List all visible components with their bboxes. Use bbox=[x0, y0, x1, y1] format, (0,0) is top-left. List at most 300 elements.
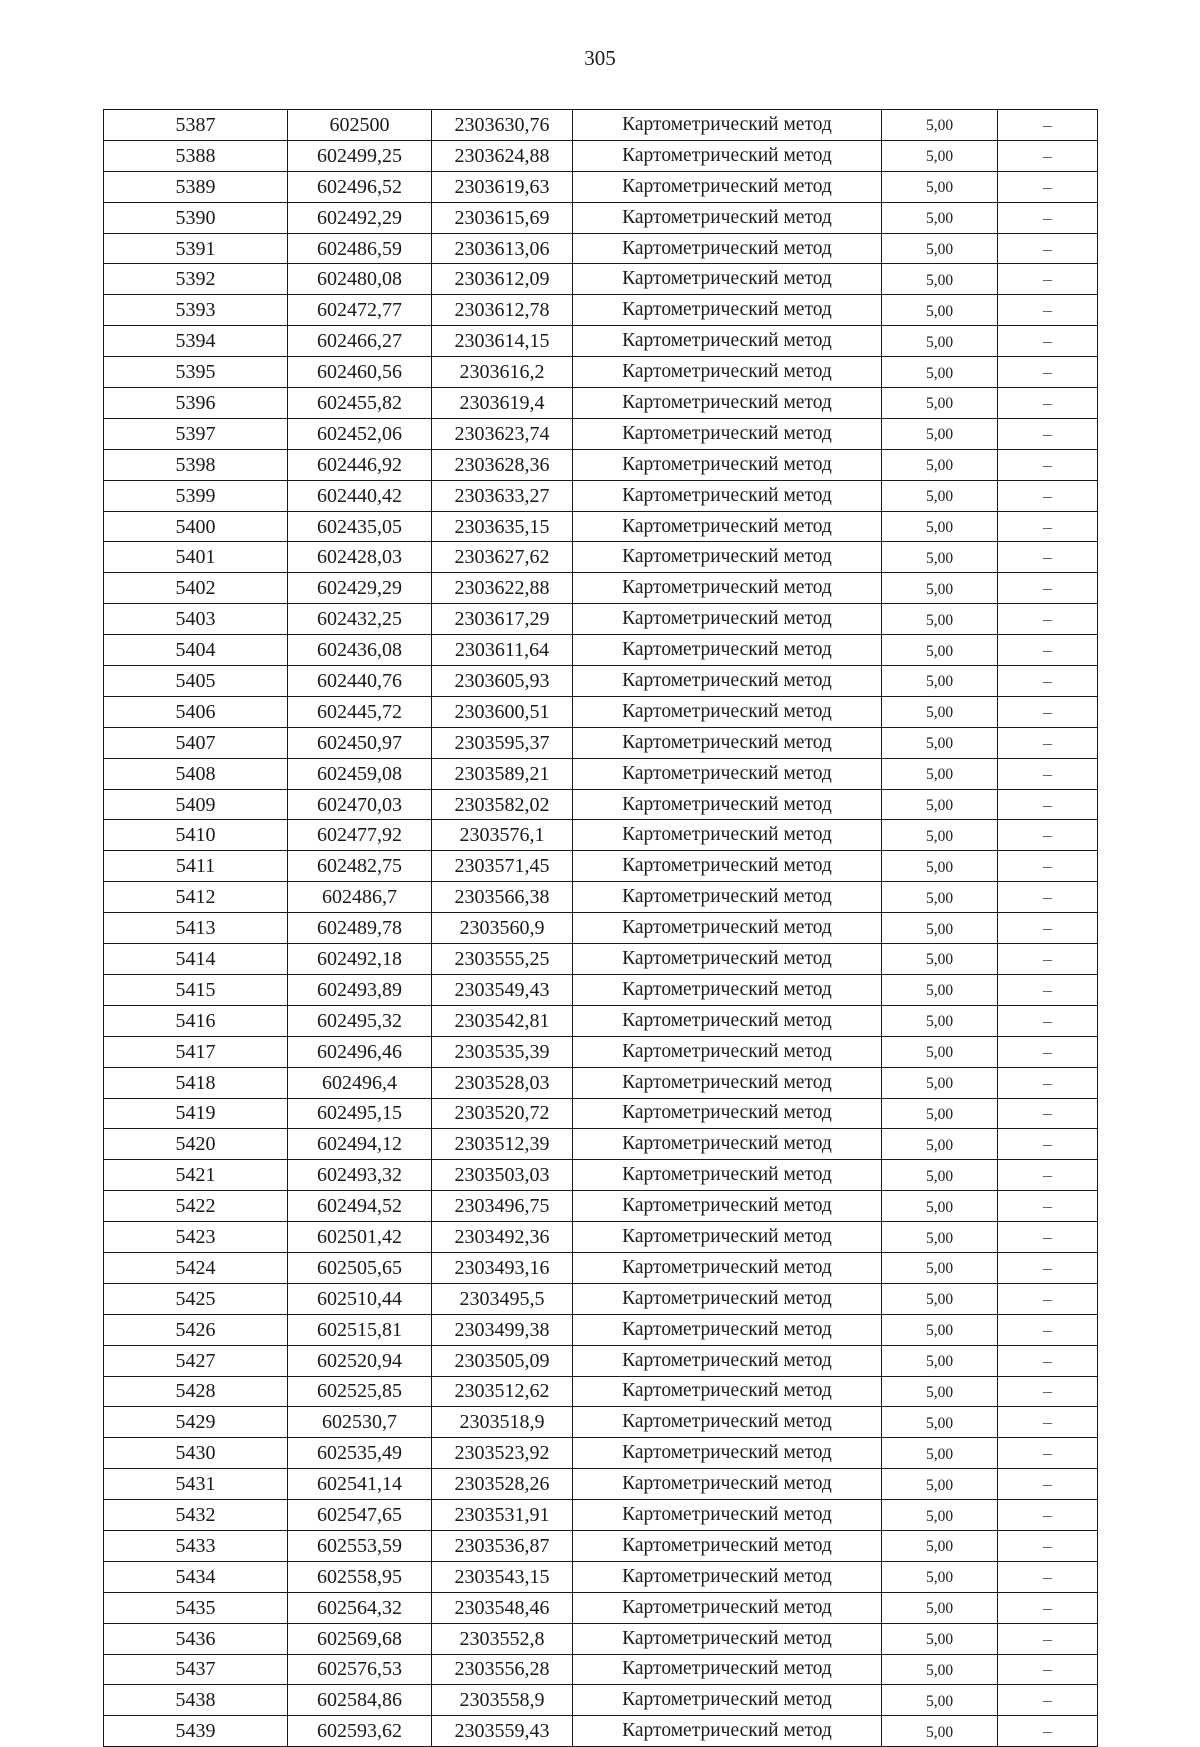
x-coordinate-cell: 602564,32 bbox=[288, 1592, 432, 1623]
point-number-cell: 5400 bbox=[104, 511, 288, 542]
accuracy-cell: 5,00 bbox=[882, 913, 998, 944]
method-cell: Картометрический метод bbox=[573, 1005, 882, 1036]
accuracy-cell: 5,00 bbox=[882, 1561, 998, 1592]
method-cell: Картометрический метод bbox=[573, 1623, 882, 1654]
y-coordinate-cell: 2303528,03 bbox=[432, 1067, 573, 1098]
note-cell: – bbox=[998, 202, 1098, 233]
accuracy-cell: 5,00 bbox=[882, 820, 998, 851]
accuracy-cell: 5,00 bbox=[882, 666, 998, 697]
note-cell: – bbox=[998, 1067, 1098, 1098]
point-number-cell: 5438 bbox=[104, 1685, 288, 1716]
table-row bbox=[104, 326, 1098, 357]
x-coordinate-cell: 602445,72 bbox=[288, 696, 432, 727]
y-coordinate-cell: 2303512,62 bbox=[432, 1376, 573, 1407]
point-number-cell: 5398 bbox=[104, 449, 288, 480]
note-cell: – bbox=[998, 1530, 1098, 1561]
point-number-cell: 5423 bbox=[104, 1222, 288, 1253]
y-coordinate-cell: 2303600,51 bbox=[432, 696, 573, 727]
accuracy-cell: 5,00 bbox=[882, 295, 998, 326]
table-row bbox=[104, 1654, 1098, 1685]
method-cell: Картометрический метод bbox=[573, 326, 882, 357]
note-cell: – bbox=[998, 1252, 1098, 1283]
y-coordinate-cell: 2303520,72 bbox=[432, 1098, 573, 1129]
method-cell: Картометрический метод bbox=[573, 449, 882, 480]
x-coordinate-cell: 602486,7 bbox=[288, 882, 432, 913]
accuracy-cell: 5,00 bbox=[882, 1592, 998, 1623]
y-coordinate-cell: 2303548,46 bbox=[432, 1592, 573, 1623]
y-coordinate-cell: 2303492,36 bbox=[432, 1222, 573, 1253]
x-coordinate-cell: 602470,03 bbox=[288, 789, 432, 820]
accuracy-cell: 5,00 bbox=[882, 696, 998, 727]
x-coordinate-cell: 602496,4 bbox=[288, 1067, 432, 1098]
x-coordinate-cell: 602459,08 bbox=[288, 758, 432, 789]
method-cell: Картометрический метод bbox=[573, 1036, 882, 1067]
x-coordinate-cell: 602510,44 bbox=[288, 1283, 432, 1314]
y-coordinate-cell: 2303542,81 bbox=[432, 1005, 573, 1036]
note-cell: – bbox=[998, 357, 1098, 388]
x-coordinate-cell: 602482,75 bbox=[288, 851, 432, 882]
table-row bbox=[104, 140, 1098, 171]
table-row bbox=[104, 1067, 1098, 1098]
accuracy-cell: 5,00 bbox=[882, 1314, 998, 1345]
method-cell: Картометрический метод bbox=[573, 573, 882, 604]
accuracy-cell: 5,00 bbox=[882, 635, 998, 666]
x-coordinate-cell: 602499,25 bbox=[288, 140, 432, 171]
table-row bbox=[104, 1036, 1098, 1067]
table-row bbox=[104, 635, 1098, 666]
table-row bbox=[104, 233, 1098, 264]
point-number-cell: 5393 bbox=[104, 295, 288, 326]
table-row bbox=[104, 882, 1098, 913]
accuracy-cell: 5,00 bbox=[882, 604, 998, 635]
point-number-cell: 5422 bbox=[104, 1191, 288, 1222]
y-coordinate-cell: 2303528,26 bbox=[432, 1469, 573, 1500]
point-number-cell: 5394 bbox=[104, 326, 288, 357]
method-cell: Картометрический метод bbox=[573, 1314, 882, 1345]
x-coordinate-cell: 602492,18 bbox=[288, 944, 432, 975]
x-coordinate-cell: 602436,08 bbox=[288, 635, 432, 666]
note-cell: – bbox=[998, 758, 1098, 789]
y-coordinate-cell: 2303622,88 bbox=[432, 573, 573, 604]
accuracy-cell: 5,00 bbox=[882, 542, 998, 573]
table-row bbox=[104, 974, 1098, 1005]
table-row bbox=[104, 913, 1098, 944]
accuracy-cell: 5,00 bbox=[882, 1685, 998, 1716]
point-number-cell: 5415 bbox=[104, 974, 288, 1005]
accuracy-cell: 5,00 bbox=[882, 140, 998, 171]
method-cell: Картометрический метод bbox=[573, 233, 882, 264]
point-number-cell: 5409 bbox=[104, 789, 288, 820]
table-row bbox=[104, 758, 1098, 789]
y-coordinate-cell: 2303518,9 bbox=[432, 1407, 573, 1438]
method-cell: Картометрический метод bbox=[573, 1500, 882, 1531]
table-row bbox=[104, 696, 1098, 727]
point-number-cell: 5413 bbox=[104, 913, 288, 944]
y-coordinate-cell: 2303619,63 bbox=[432, 171, 573, 202]
note-cell: – bbox=[998, 511, 1098, 542]
point-number-cell: 5399 bbox=[104, 480, 288, 511]
y-coordinate-cell: 2303605,93 bbox=[432, 666, 573, 697]
point-number-cell: 5424 bbox=[104, 1252, 288, 1283]
table-row bbox=[104, 1530, 1098, 1561]
note-cell: – bbox=[998, 1191, 1098, 1222]
point-number-cell: 5418 bbox=[104, 1067, 288, 1098]
note-cell: – bbox=[998, 1623, 1098, 1654]
method-cell: Картометрический метод bbox=[573, 913, 882, 944]
point-number-cell: 5401 bbox=[104, 542, 288, 573]
accuracy-cell: 5,00 bbox=[882, 1654, 998, 1685]
y-coordinate-cell: 2303543,15 bbox=[432, 1561, 573, 1592]
table-row bbox=[104, 1469, 1098, 1500]
x-coordinate-cell: 602435,05 bbox=[288, 511, 432, 542]
note-cell: – bbox=[998, 1283, 1098, 1314]
point-number-cell: 5388 bbox=[104, 140, 288, 171]
x-coordinate-cell: 602432,25 bbox=[288, 604, 432, 635]
method-cell: Картометрический метод bbox=[573, 1469, 882, 1500]
point-number-cell: 5429 bbox=[104, 1407, 288, 1438]
method-cell: Картометрический метод bbox=[573, 1716, 882, 1747]
x-coordinate-cell: 602558,95 bbox=[288, 1561, 432, 1592]
table-row bbox=[104, 1098, 1098, 1129]
x-coordinate-cell: 602489,78 bbox=[288, 913, 432, 944]
point-number-cell: 5395 bbox=[104, 357, 288, 388]
note-cell: – bbox=[998, 604, 1098, 635]
point-number-cell: 5425 bbox=[104, 1283, 288, 1314]
note-cell: – bbox=[998, 1160, 1098, 1191]
x-coordinate-cell: 602576,53 bbox=[288, 1654, 432, 1685]
point-number-cell: 5417 bbox=[104, 1036, 288, 1067]
accuracy-cell: 5,00 bbox=[882, 1036, 998, 1067]
accuracy-cell: 5,00 bbox=[882, 974, 998, 1005]
table-row bbox=[104, 1592, 1098, 1623]
method-cell: Картометрический метод bbox=[573, 202, 882, 233]
note-cell: – bbox=[998, 1407, 1098, 1438]
table-row bbox=[104, 1376, 1098, 1407]
table-row bbox=[104, 295, 1098, 326]
x-coordinate-cell: 602505,65 bbox=[288, 1252, 432, 1283]
method-cell: Картометрический метод bbox=[573, 727, 882, 758]
note-cell: – bbox=[998, 326, 1098, 357]
x-coordinate-cell: 602569,68 bbox=[288, 1623, 432, 1654]
point-number-cell: 5411 bbox=[104, 851, 288, 882]
x-coordinate-cell: 602428,03 bbox=[288, 542, 432, 573]
table-row bbox=[104, 573, 1098, 604]
point-number-cell: 5434 bbox=[104, 1561, 288, 1592]
method-cell: Картометрический метод bbox=[573, 1592, 882, 1623]
method-cell: Картометрический метод bbox=[573, 758, 882, 789]
x-coordinate-cell: 602495,15 bbox=[288, 1098, 432, 1129]
accuracy-cell: 5,00 bbox=[882, 171, 998, 202]
accuracy-cell: 5,00 bbox=[882, 1345, 998, 1376]
table-row bbox=[104, 1500, 1098, 1531]
point-number-cell: 5436 bbox=[104, 1623, 288, 1654]
note-cell: – bbox=[998, 449, 1098, 480]
note-cell: – bbox=[998, 140, 1098, 171]
table-row bbox=[104, 1685, 1098, 1716]
table-row bbox=[104, 1345, 1098, 1376]
y-coordinate-cell: 2303558,9 bbox=[432, 1685, 573, 1716]
y-coordinate-cell: 2303523,92 bbox=[432, 1438, 573, 1469]
y-coordinate-cell: 2303503,03 bbox=[432, 1160, 573, 1191]
note-cell: – bbox=[998, 696, 1098, 727]
accuracy-cell: 5,00 bbox=[882, 1500, 998, 1531]
table-row bbox=[104, 202, 1098, 233]
point-number-cell: 5419 bbox=[104, 1098, 288, 1129]
accuracy-cell: 5,00 bbox=[882, 882, 998, 913]
x-coordinate-cell: 602547,65 bbox=[288, 1500, 432, 1531]
accuracy-cell: 5,00 bbox=[882, 1160, 998, 1191]
note-cell: – bbox=[998, 542, 1098, 573]
accuracy-cell: 5,00 bbox=[882, 1098, 998, 1129]
x-coordinate-cell: 602446,92 bbox=[288, 449, 432, 480]
method-cell: Картометрический метод bbox=[573, 1191, 882, 1222]
table-row bbox=[104, 171, 1098, 202]
point-number-cell: 5416 bbox=[104, 1005, 288, 1036]
note-cell: – bbox=[998, 110, 1098, 141]
method-cell: Картометрический метод bbox=[573, 944, 882, 975]
point-number-cell: 5390 bbox=[104, 202, 288, 233]
table-row bbox=[104, 357, 1098, 388]
x-coordinate-cell: 602429,29 bbox=[288, 573, 432, 604]
accuracy-cell: 5,00 bbox=[882, 758, 998, 789]
y-coordinate-cell: 2303535,39 bbox=[432, 1036, 573, 1067]
note-cell: – bbox=[998, 480, 1098, 511]
note-cell: – bbox=[998, 1005, 1098, 1036]
accuracy-cell: 5,00 bbox=[882, 110, 998, 141]
point-number-cell: 5437 bbox=[104, 1654, 288, 1685]
point-number-cell: 5414 bbox=[104, 944, 288, 975]
y-coordinate-cell: 2303582,02 bbox=[432, 789, 573, 820]
accuracy-cell: 5,00 bbox=[882, 727, 998, 758]
accuracy-cell: 5,00 bbox=[882, 1283, 998, 1314]
x-coordinate-cell: 602496,46 bbox=[288, 1036, 432, 1067]
method-cell: Картометрический метод bbox=[573, 171, 882, 202]
table-row bbox=[104, 1438, 1098, 1469]
point-number-cell: 5431 bbox=[104, 1469, 288, 1500]
table-row bbox=[104, 1191, 1098, 1222]
table-row bbox=[104, 480, 1098, 511]
point-number-cell: 5389 bbox=[104, 171, 288, 202]
method-cell: Картометрический метод bbox=[573, 1530, 882, 1561]
y-coordinate-cell: 2303623,74 bbox=[432, 418, 573, 449]
table-row bbox=[104, 1252, 1098, 1283]
note-cell: – bbox=[998, 1222, 1098, 1253]
x-coordinate-cell: 602493,89 bbox=[288, 974, 432, 1005]
y-coordinate-cell: 2303496,75 bbox=[432, 1191, 573, 1222]
accuracy-cell: 5,00 bbox=[882, 1129, 998, 1160]
method-cell: Картометрический метод bbox=[573, 1160, 882, 1191]
point-number-cell: 5420 bbox=[104, 1129, 288, 1160]
accuracy-cell: 5,00 bbox=[882, 1191, 998, 1222]
accuracy-cell: 5,00 bbox=[882, 357, 998, 388]
note-cell: – bbox=[998, 974, 1098, 1005]
method-cell: Картометрический метод bbox=[573, 295, 882, 326]
x-coordinate-cell: 602452,06 bbox=[288, 418, 432, 449]
method-cell: Картометрический метод bbox=[573, 1222, 882, 1253]
note-cell: – bbox=[998, 1592, 1098, 1623]
note-cell: – bbox=[998, 913, 1098, 944]
x-coordinate-cell: 602494,52 bbox=[288, 1191, 432, 1222]
x-coordinate-cell: 602541,14 bbox=[288, 1469, 432, 1500]
table-row bbox=[104, 820, 1098, 851]
method-cell: Картометрический метод bbox=[573, 1345, 882, 1376]
y-coordinate-cell: 2303611,64 bbox=[432, 635, 573, 666]
y-coordinate-cell: 2303576,1 bbox=[432, 820, 573, 851]
note-cell: – bbox=[998, 171, 1098, 202]
y-coordinate-cell: 2303571,45 bbox=[432, 851, 573, 882]
method-cell: Картометрический метод bbox=[573, 1067, 882, 1098]
note-cell: – bbox=[998, 1469, 1098, 1500]
method-cell: Картометрический метод bbox=[573, 542, 882, 573]
table-row bbox=[104, 449, 1098, 480]
table-row bbox=[104, 1160, 1098, 1191]
table-row bbox=[104, 666, 1098, 697]
x-coordinate-cell: 602496,52 bbox=[288, 171, 432, 202]
point-number-cell: 5396 bbox=[104, 388, 288, 419]
accuracy-cell: 5,00 bbox=[882, 1005, 998, 1036]
table-row bbox=[104, 264, 1098, 295]
x-coordinate-cell: 602477,92 bbox=[288, 820, 432, 851]
y-coordinate-cell: 2303630,76 bbox=[432, 110, 573, 141]
point-number-cell: 5397 bbox=[104, 418, 288, 449]
x-coordinate-cell: 602525,85 bbox=[288, 1376, 432, 1407]
method-cell: Картометрический метод bbox=[573, 1438, 882, 1469]
note-cell: – bbox=[998, 727, 1098, 758]
table-row bbox=[104, 1716, 1098, 1747]
point-number-cell: 5430 bbox=[104, 1438, 288, 1469]
x-coordinate-cell: 602593,62 bbox=[288, 1716, 432, 1747]
note-cell: – bbox=[998, 666, 1098, 697]
table-row bbox=[104, 1407, 1098, 1438]
accuracy-cell: 5,00 bbox=[882, 1530, 998, 1561]
method-cell: Картометрический метод bbox=[573, 1252, 882, 1283]
point-number-cell: 5439 bbox=[104, 1716, 288, 1747]
note-cell: – bbox=[998, 882, 1098, 913]
note-cell: – bbox=[998, 233, 1098, 264]
accuracy-cell: 5,00 bbox=[882, 264, 998, 295]
note-cell: – bbox=[998, 1438, 1098, 1469]
x-coordinate-cell: 602450,97 bbox=[288, 727, 432, 758]
method-cell: Картометрический метод bbox=[573, 604, 882, 635]
coordinates-table bbox=[103, 109, 1098, 1747]
table-row bbox=[104, 418, 1098, 449]
x-coordinate-cell: 602495,32 bbox=[288, 1005, 432, 1036]
y-coordinate-cell: 2303499,38 bbox=[432, 1314, 573, 1345]
note-cell: – bbox=[998, 1376, 1098, 1407]
x-coordinate-cell: 602515,81 bbox=[288, 1314, 432, 1345]
y-coordinate-cell: 2303566,38 bbox=[432, 882, 573, 913]
method-cell: Картометрический метод bbox=[573, 140, 882, 171]
accuracy-cell: 5,00 bbox=[882, 789, 998, 820]
point-number-cell: 5403 bbox=[104, 604, 288, 635]
y-coordinate-cell: 2303589,21 bbox=[432, 758, 573, 789]
method-cell: Картометрический метод bbox=[573, 1283, 882, 1314]
x-coordinate-cell: 602530,7 bbox=[288, 1407, 432, 1438]
method-cell: Картометрический метод bbox=[573, 1685, 882, 1716]
method-cell: Картометрический метод bbox=[573, 635, 882, 666]
method-cell: Картометрический метод bbox=[573, 666, 882, 697]
y-coordinate-cell: 2303633,27 bbox=[432, 480, 573, 511]
point-number-cell: 5404 bbox=[104, 635, 288, 666]
x-coordinate-cell: 602480,08 bbox=[288, 264, 432, 295]
y-coordinate-cell: 2303536,87 bbox=[432, 1530, 573, 1561]
y-coordinate-cell: 2303612,78 bbox=[432, 295, 573, 326]
note-cell: – bbox=[998, 851, 1098, 882]
table-row bbox=[104, 110, 1098, 141]
x-coordinate-cell: 602455,82 bbox=[288, 388, 432, 419]
point-number-cell: 5426 bbox=[104, 1314, 288, 1345]
x-coordinate-cell: 602500 bbox=[288, 110, 432, 141]
note-cell: – bbox=[998, 388, 1098, 419]
accuracy-cell: 5,00 bbox=[882, 449, 998, 480]
method-cell: Картометрический метод bbox=[573, 974, 882, 1005]
coordinates-table-body bbox=[104, 110, 1098, 1747]
page-number: 305 bbox=[584, 46, 616, 70]
y-coordinate-cell: 2303560,9 bbox=[432, 913, 573, 944]
point-number-cell: 5408 bbox=[104, 758, 288, 789]
accuracy-cell: 5,00 bbox=[882, 1222, 998, 1253]
table-row bbox=[104, 727, 1098, 758]
accuracy-cell: 5,00 bbox=[882, 326, 998, 357]
x-coordinate-cell: 602486,59 bbox=[288, 233, 432, 264]
note-cell: – bbox=[998, 1129, 1098, 1160]
table-row bbox=[104, 542, 1098, 573]
note-cell: – bbox=[998, 1561, 1098, 1592]
y-coordinate-cell: 2303505,09 bbox=[432, 1345, 573, 1376]
table-row bbox=[104, 388, 1098, 419]
point-number-cell: 5427 bbox=[104, 1345, 288, 1376]
method-cell: Картометрический метод bbox=[573, 388, 882, 419]
accuracy-cell: 5,00 bbox=[882, 573, 998, 604]
y-coordinate-cell: 2303619,4 bbox=[432, 388, 573, 419]
point-number-cell: 5421 bbox=[104, 1160, 288, 1191]
accuracy-cell: 5,00 bbox=[882, 944, 998, 975]
note-cell: – bbox=[998, 264, 1098, 295]
accuracy-cell: 5,00 bbox=[882, 202, 998, 233]
method-cell: Картометрический метод bbox=[573, 418, 882, 449]
method-cell: Картометрический метод bbox=[573, 851, 882, 882]
note-cell: – bbox=[998, 295, 1098, 326]
x-coordinate-cell: 602460,56 bbox=[288, 357, 432, 388]
accuracy-cell: 5,00 bbox=[882, 1067, 998, 1098]
table-row bbox=[104, 511, 1098, 542]
method-cell: Картометрический метод bbox=[573, 882, 882, 913]
accuracy-cell: 5,00 bbox=[882, 1469, 998, 1500]
accuracy-cell: 5,00 bbox=[882, 1252, 998, 1283]
y-coordinate-cell: 2303552,8 bbox=[432, 1623, 573, 1654]
method-cell: Картометрический метод bbox=[573, 1654, 882, 1685]
x-coordinate-cell: 602466,27 bbox=[288, 326, 432, 357]
point-number-cell: 5407 bbox=[104, 727, 288, 758]
y-coordinate-cell: 2303549,43 bbox=[432, 974, 573, 1005]
x-coordinate-cell: 602493,32 bbox=[288, 1160, 432, 1191]
method-cell: Картометрический метод bbox=[573, 357, 882, 388]
accuracy-cell: 5,00 bbox=[882, 418, 998, 449]
table-row bbox=[104, 1222, 1098, 1253]
x-coordinate-cell: 602553,59 bbox=[288, 1530, 432, 1561]
note-cell: – bbox=[998, 1500, 1098, 1531]
point-number-cell: 5435 bbox=[104, 1592, 288, 1623]
table-row bbox=[104, 1623, 1098, 1654]
y-coordinate-cell: 2303495,5 bbox=[432, 1283, 573, 1314]
table-row bbox=[104, 1129, 1098, 1160]
table-row bbox=[104, 1005, 1098, 1036]
method-cell: Картометрический метод bbox=[573, 1098, 882, 1129]
method-cell: Картометрический метод bbox=[573, 1129, 882, 1160]
y-coordinate-cell: 2303531,91 bbox=[432, 1500, 573, 1531]
x-coordinate-cell: 602472,77 bbox=[288, 295, 432, 326]
note-cell: – bbox=[998, 1716, 1098, 1747]
